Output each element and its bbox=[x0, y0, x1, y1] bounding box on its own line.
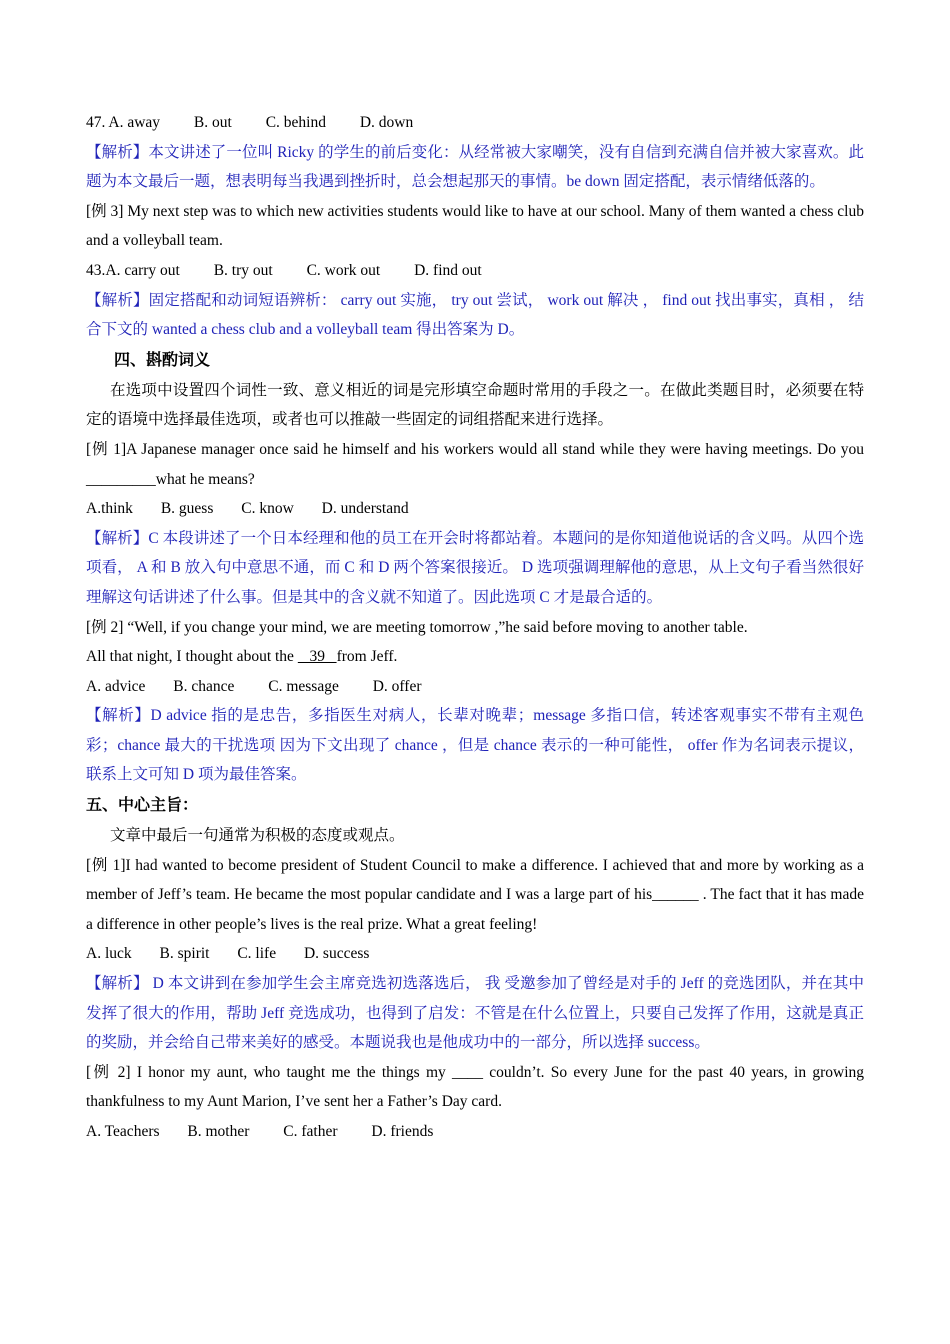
s4-ex2-blank: 39 bbox=[297, 648, 337, 666]
option-a: A. advice bbox=[86, 677, 146, 695]
s4-ex1-analysis: 【解析】C 本段讲述了一个日本经理和他的员工在开会时将都站着。本题问的是你知道他说话的含义吗。从四个选项看， A 和 B 放入句中意思不通，而 C 和 D 两个答案很接近。 D 选项强调理解他的意思，从上文句子看当然很好理解这句话讲述了什么事。但是其中的含义就不知道了。因此选项 C 才是最合适的。 bbox=[86, 529, 864, 606]
option-a: 43.A. carry out bbox=[86, 261, 180, 279]
s4-ex1-options bbox=[86, 494, 864, 524]
section5-intro: 文章中最后一句通常为积极的态度或观点。 bbox=[110, 827, 405, 845]
option-d: D. down bbox=[359, 114, 414, 131]
s4-ex2-line2 bbox=[86, 642, 864, 672]
q47-analysis: 【解析】本文讲述了一位叫 Ricky 的学生的前后变化：从经常被大家嘲笑，没有自信到充满自信并被大家喜欢。此题为本文最后一题，想表明每当我遇到挫折时，总会想起那天的事情。be down 固定搭配，表示情绪低落的。 bbox=[86, 143, 864, 191]
option-c: C. father bbox=[283, 1123, 338, 1140]
ex3-analysis: 【解析】固定搭配和动词短语辨析： carry out 实施， try out 尝试， work out 解决 ， find out 找出事实，真相 ， 结合下文的 wanted a chess club and a volleyball team 得出答案为 D。 bbox=[86, 291, 864, 339]
option-a: A.think bbox=[86, 500, 133, 518]
s5-ex1-analysis: 【解析】 D 本文讲到在参加学生会主席竞选初选落选后， 我 受邀参加了曾经是对手的 Jeff 的竞选团队，并在其中发挥了很大的作用，帮助 Jeff 竞选成功，也得到了启发：不管是在什么位置上，只要自己发挥了作用，这就是真正的奖励，并会给自己带来美好的感受。本题说我也是他成功中的一部分，所以选择 success。 bbox=[86, 975, 864, 1052]
ex3-options bbox=[86, 256, 864, 286]
option-c: C. work out bbox=[306, 261, 381, 279]
s5-ex2-question: [例 2] I honor my aunt, who taught me the things my ____ couldn’t. So every June for the past 40 years, in growing thankfulness to my Aunt Marion, I’ve sent her a Father’s Day card. bbox=[86, 1063, 864, 1111]
option-b: B. chance bbox=[173, 677, 235, 695]
s4-ex2-analysis: 【解析】D advice 指的是忠告，多指医生对病人，长辈对晚辈；message 多指口信，转述客观事实不带有主观色彩；chance 最大的干扰选项 因为下文出现了 chance ，但是 chance 表示的一种可能性， offer 作为名词表示提议，联系上文可知 D 项为最佳答案。 bbox=[86, 707, 864, 784]
ex3-question: [例 3] My next step was to which new activities students would like to have at our school. Many of them wanted a chess club and a volleyball team. bbox=[86, 202, 864, 250]
option-b: B. try out bbox=[213, 261, 273, 279]
s5-ex1-question: [例 1]I had wanted to become president of Student Council to make a difference. I achieved that and more by working as a member of Jeff’s team. He became the most popular candidate and I was a large part of his______ . The fact that it has made a difference in other people’s lives is the real prize. What a great feeling! bbox=[86, 856, 864, 933]
s5-ex2-options bbox=[86, 1117, 864, 1147]
option-b: B. spirit bbox=[159, 945, 210, 963]
option-c: C. behind bbox=[265, 114, 326, 131]
option-d: D. friends bbox=[371, 1123, 434, 1140]
s4-ex2-line2-post: from Jeff. bbox=[336, 648, 398, 666]
option-a: 47. A. away bbox=[86, 114, 161, 131]
option-d: D. success bbox=[303, 945, 370, 963]
s4-ex2-options bbox=[86, 672, 864, 702]
option-c: C. message bbox=[268, 677, 339, 695]
option-b: B. mother bbox=[187, 1123, 250, 1140]
option-d: D. offer bbox=[372, 677, 422, 695]
option-d: D. find out bbox=[414, 261, 482, 279]
section4-title: 四、斟酌词义 bbox=[114, 351, 211, 369]
s4-ex2-line2-pre: All that night, I thought about the bbox=[86, 648, 298, 666]
s4-ex2-line1: [例 2] “Well, if you change your mind, we are meeting tomorrow ,”he said before moving to another table. bbox=[86, 618, 748, 636]
section4-intro: 在选项中设置四个词性一致、意义相近的词是完形填空命题时常用的手段之一。在做此类题目时，必须要在特定的语境中选择最佳选项，或者也可以推敲一些固定的词组搭配来进行选择。 bbox=[86, 381, 864, 429]
s4-ex1-question: [例 1]A Japanese manager once said he himself and his workers would all stand while they were having meetings. Do you _________what he means? bbox=[86, 440, 864, 488]
option-a: A. luck bbox=[86, 945, 132, 963]
option-d: D. understand bbox=[321, 500, 409, 518]
section5-title: 五、中心主旨： bbox=[86, 797, 199, 815]
option-c: C. know bbox=[241, 500, 294, 518]
option-b: B. out bbox=[193, 114, 232, 131]
s5-ex1-options bbox=[86, 939, 864, 969]
q47-options bbox=[86, 108, 864, 138]
option-b: B. guess bbox=[160, 500, 214, 518]
option-a: A. Teachers bbox=[86, 1123, 160, 1140]
option-c: C. life bbox=[237, 945, 277, 963]
